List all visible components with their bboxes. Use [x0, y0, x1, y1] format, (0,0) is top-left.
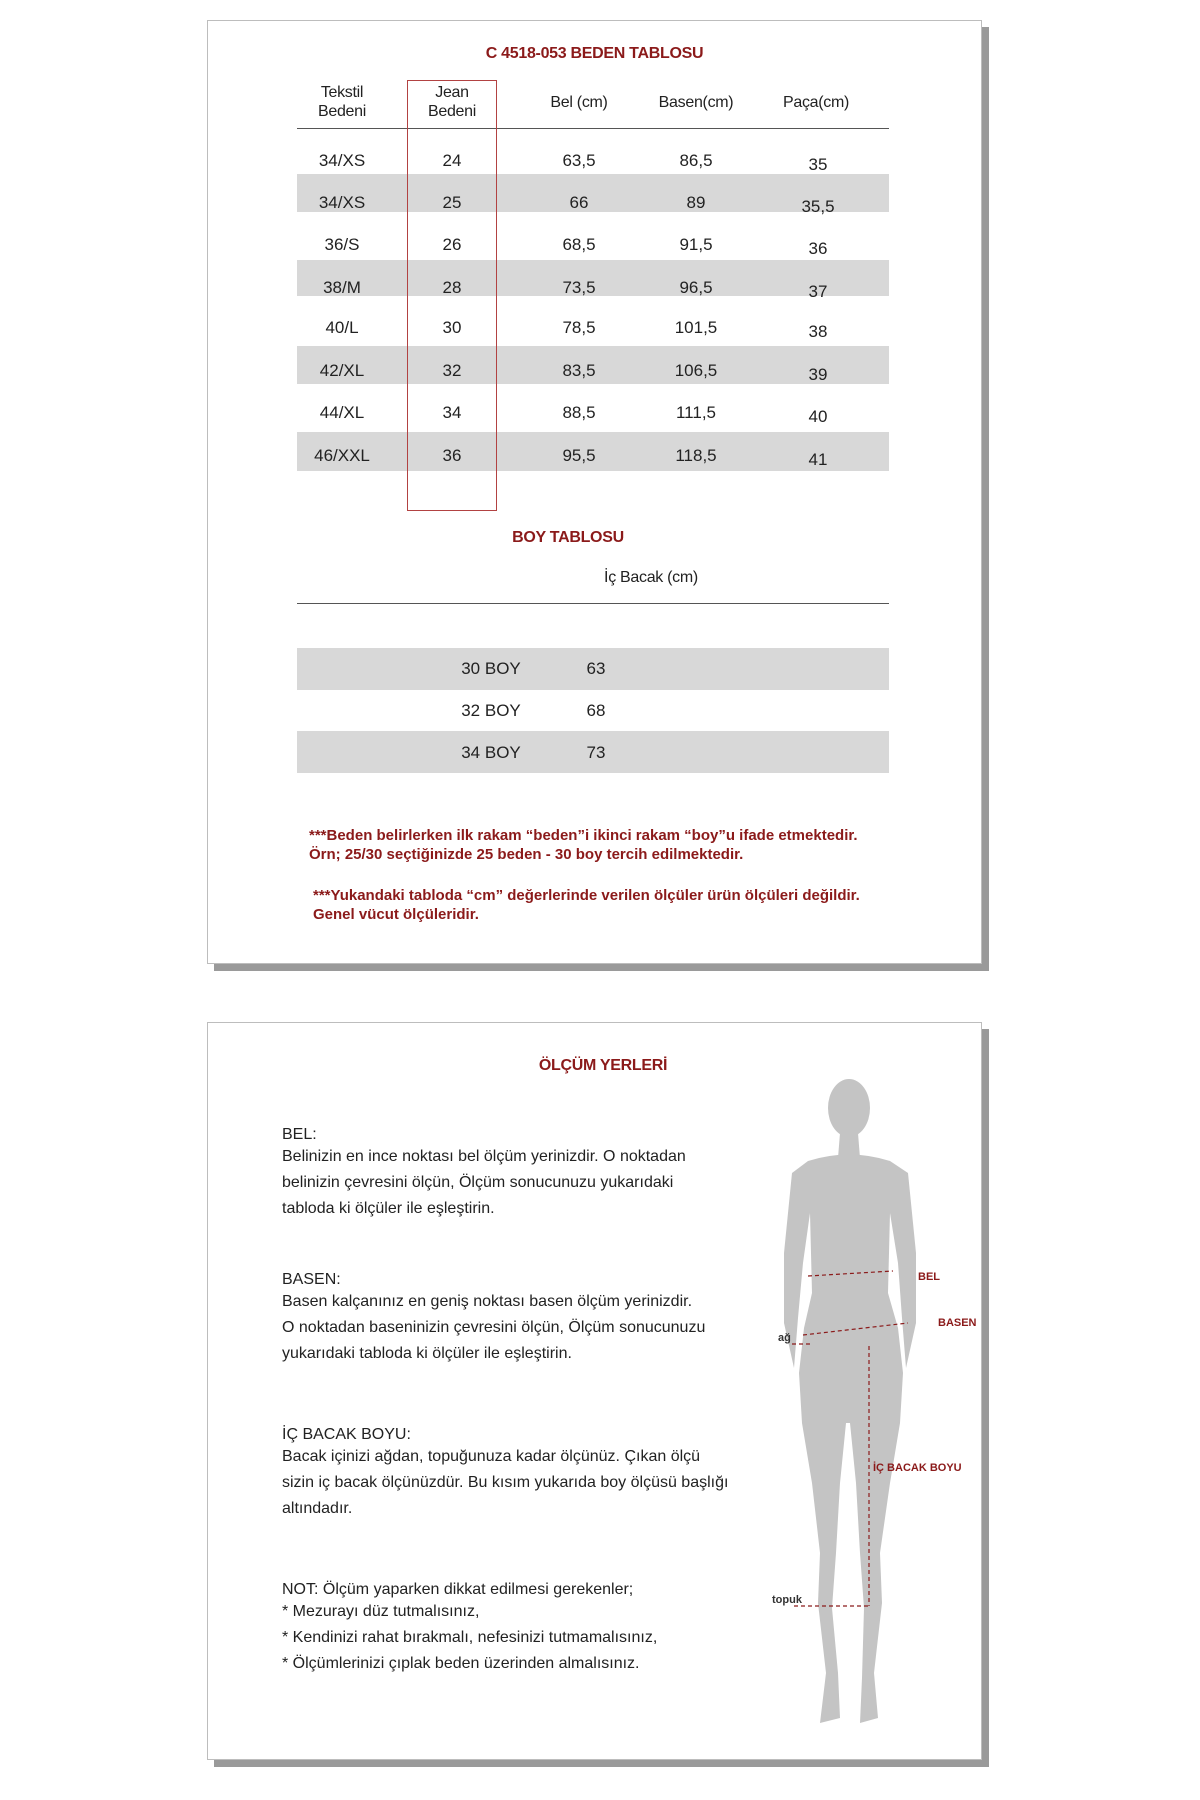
- section-heading: BASEN:: [282, 1271, 341, 1288]
- size-chart-card: [207, 20, 982, 964]
- length-table-cell: 68: [586, 701, 606, 720]
- label-bel: BEL: [918, 1271, 940, 1283]
- section-text: * Mezurayı düz tutmalısınız, * Kendinizi rahat bırakmalı, nefesinizi tutmamalısınız, * Ölçümlerinizi çıplak beden üzerinden almalısınız.: [282, 1603, 658, 1672]
- size-note-2: ***Yukandaki tabloda “cm” değerlerinde verilen ölçüler ürün ölçüleri değildir. Genel vücut ölçüleridir.: [313, 887, 860, 923]
- section-heading: NOT: Ölçüm yaparken dikkat edilmesi gerekenler;: [282, 1581, 634, 1598]
- section-hip: [282, 1271, 712, 1367]
- size-table-cell: 44/XL: [319, 403, 365, 422]
- size-table-cell: 63,5: [562, 151, 596, 170]
- header-waist: Bel (cm): [550, 94, 608, 111]
- section-text: Basen kalçanınız en geniş noktası basen ölçüm yerinizdir. O noktadan baseninizin çevresini ölçün, Ölçüm sonucunuzu yukarıdaki tabloda ki ölçüler ile eşleştirin.: [282, 1293, 706, 1362]
- header-rule: [297, 128, 889, 129]
- size-table-cell: 25: [442, 193, 462, 212]
- size-table-cell: 30: [442, 318, 462, 337]
- size-table-cell: 42/XL: [319, 361, 365, 380]
- size-table-cell: 41: [808, 450, 828, 469]
- header-jean-size: Jean Bedeni: [427, 84, 477, 120]
- size-table-cell: 86,5: [679, 151, 713, 170]
- size-table-cell: 38: [808, 322, 828, 341]
- length-table-cell: 73: [586, 743, 606, 762]
- size-table-cell: 32: [442, 361, 462, 380]
- size-table-cell: 37: [808, 282, 828, 301]
- measurement-guide-card: [207, 1022, 982, 1760]
- size-table-cell: 36: [442, 446, 462, 465]
- size-table-cell: 38/M: [323, 278, 361, 297]
- size-table-cell: 96,5: [679, 278, 713, 297]
- size-note-1: ***Beden belirlerken ilk rakam “beden”i ikinci rakam “boy”u ifade etmektedir. Örn; 25/30 seçtiğinizde 25 beden - 30 boy tercih edilmektedir.: [309, 827, 858, 863]
- size-table-cell: 91,5: [679, 235, 713, 254]
- label-basen: BASEN: [938, 1317, 977, 1329]
- size-table-cell: 88,5: [562, 403, 596, 422]
- size-table-cell: 95,5: [562, 446, 596, 465]
- size-table-cell: 73,5: [562, 278, 596, 297]
- size-table-cell: 24: [442, 151, 462, 170]
- length-table-cell: 34 BOY: [461, 743, 521, 762]
- size-table-cell: 106,5: [674, 361, 718, 380]
- size-table-cell: 89: [686, 193, 706, 212]
- section-heading: BEL:: [282, 1126, 317, 1143]
- inseam-header: İç Bacak (cm): [604, 569, 698, 586]
- size-table-cell: 36/S: [324, 235, 360, 254]
- section-waist: [282, 1126, 712, 1222]
- section-note: [282, 1581, 752, 1677]
- size-table-cell: 34/XS: [318, 151, 366, 170]
- size-table-cell: 40: [808, 407, 828, 426]
- size-table-cell: 35: [808, 155, 828, 174]
- header-hip: Basen(cm): [658, 94, 734, 111]
- size-table-cell: 111,5: [675, 403, 717, 422]
- label-inseam: İÇ BACAK BOYU: [873, 1462, 962, 1474]
- size-table-cell: 83,5: [562, 361, 596, 380]
- section-heading: İÇ BACAK BOYU:: [282, 1426, 411, 1443]
- size-table-cell: 26: [442, 235, 462, 254]
- size-table-cell: 40/L: [325, 318, 359, 337]
- size-table-cell: 101,5: [674, 318, 718, 337]
- length-table-title: BOY TABLOSU: [512, 529, 624, 546]
- size-table-cell: 28: [442, 278, 462, 297]
- length-table-cell: 32 BOY: [461, 701, 521, 720]
- size-table-cell: 34: [442, 403, 462, 422]
- header-textile-size: Tekstil Bedeni: [317, 84, 367, 120]
- section-text: Belinizin en ince noktası bel ölçüm yerinizdir. O noktadan belinizin çevresini ölçün, Ölçüm sonucunuzu yukarıdaki tabloda ki ölçüler ile eşleştirin.: [282, 1148, 686, 1217]
- size-table-cell: 39: [808, 365, 828, 384]
- size-table-cell: 35,5: [801, 197, 835, 216]
- label-ag: ağ: [778, 1332, 791, 1344]
- length-table-cell: 30 BOY: [461, 659, 521, 678]
- size-table-title: C 4518-053 BEDEN TABLOSU: [485, 45, 704, 62]
- header-hem: Paça(cm): [782, 94, 850, 111]
- size-table-cell: 118,5: [675, 446, 717, 465]
- section-inseam: [282, 1426, 752, 1522]
- size-table-cell: 66: [569, 193, 589, 212]
- size-table-cell: 46/XXL: [314, 446, 370, 465]
- size-table-cell: 36: [808, 239, 828, 258]
- size-table-cell: 34/XS: [318, 193, 366, 212]
- length-table-cell: 63: [586, 659, 606, 678]
- measure-title: ÖLÇÜM YERLERİ: [538, 1057, 668, 1074]
- size-table-cell: 68,5: [562, 235, 596, 254]
- section-text: Bacak içinizi ağdan, topuğunuza kadar ölçünüz. Çıkan ölçü sizin iç bacak ölçünüzdür. Bu kısım yukarıda boy ölçüsü başlığı altındadır.: [282, 1448, 729, 1517]
- body-silhouette-figure: [748, 1063, 978, 1753]
- silhouette-shape: [784, 1079, 916, 1723]
- length-header-rule: [297, 603, 889, 604]
- size-table-cell: 78,5: [562, 318, 596, 337]
- label-topuk: topuk: [772, 1594, 802, 1606]
